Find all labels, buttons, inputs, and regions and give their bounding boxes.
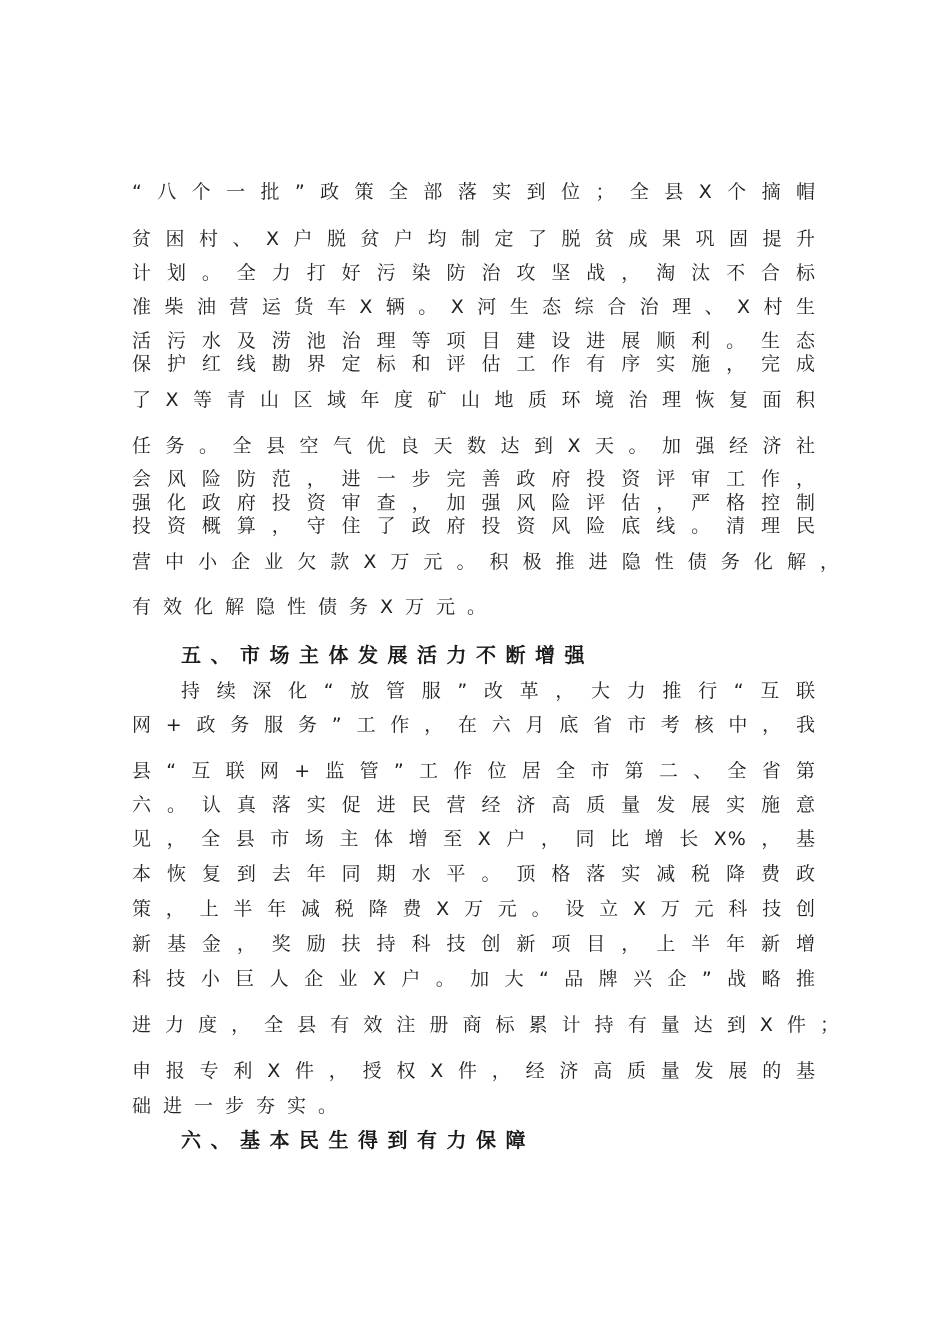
section-heading-5: 五、市场主体发展活力不断增强 xyxy=(181,643,594,667)
text-line: 见，全县市场主体增至X户，同比增长X%，基 xyxy=(132,828,816,850)
text-line: 营中小企业欠款X万元。积极推进隐性债务化解， xyxy=(132,551,840,573)
text-line: 贫困村、X户脱贫户均制定了脱贫成果巩固提升 xyxy=(132,228,816,250)
text-line: 持续深化“放管服”改革，大力推行“互联 xyxy=(181,680,816,702)
text-line: 投资概算，守住了政府投资风险底线。清理民 xyxy=(132,515,816,537)
text-line: 有效化解隐性债务X万元。 xyxy=(132,596,499,618)
text-line: 六。认真落实促进民营经济高质量发展实施意 xyxy=(132,794,816,816)
text-line: 科技小巨人企业X户。加大“品牌兴企”战略推 xyxy=(132,968,816,990)
text-line: 新基金，奖励扶持科技创新项目，上半年新增 xyxy=(132,933,816,955)
text-line: 申报专利X件，授权X件，经济高质量发展的基 xyxy=(132,1060,816,1082)
text-line: “八个一批”政策全部落实到位；全县X个摘帽 xyxy=(132,181,816,203)
text-line: 县“互联网+监管”工作位居全市第二、全省第 xyxy=(132,760,816,782)
text-line: 准柴油营运货车X辆。X河生态综合治理、X村生 xyxy=(132,296,816,318)
text-line: 策，上半年减税降费X万元。设立X万元科技创 xyxy=(132,898,816,920)
text-line: 进力度，全县有效注册商标累计持有量达到X件； xyxy=(132,1014,840,1036)
text-line: 活污水及涝池治理等项目建设进展顺利。生态 xyxy=(132,330,816,352)
text-line: 网+政务服务”工作，在六月底省市考核中，我 xyxy=(132,714,816,736)
text-line: 了X等青山区域年度矿山地质环境治理恢复面积 xyxy=(132,389,816,411)
text-line: 任务。全县空气优良天数达到X天。加强经济社 xyxy=(132,435,816,457)
text-line: 会风险防范，进一步完善政府投资评审工作， xyxy=(132,468,816,490)
text-line: 础进一步夯实。 xyxy=(132,1095,350,1117)
text-line: 计划。全力打好污染防治攻坚战，淘汰不合标 xyxy=(132,262,816,284)
section-heading-6: 六、基本民生得到有力保障 xyxy=(181,1128,535,1152)
text-line: 本恢复到去年同期水平。顶格落实减税降费政 xyxy=(132,863,816,885)
text-line: 强化政府投资审查，加强风险评估，严格控制 xyxy=(132,492,816,514)
text-line: 保护红线勘界定标和评估工作有序实施，完成 xyxy=(132,353,816,375)
